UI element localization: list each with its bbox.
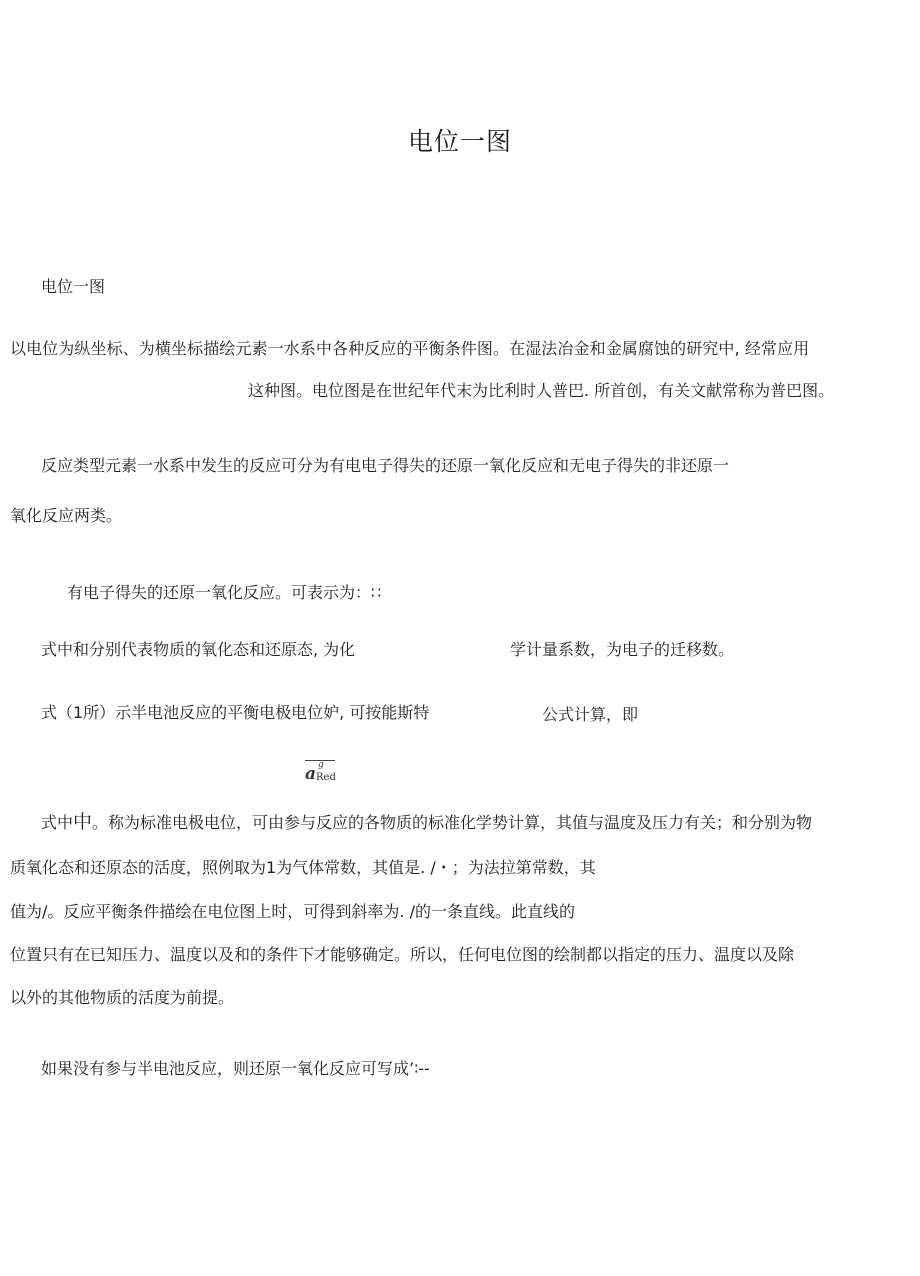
- paragraph-6-line-4: 位置只有在已知压力、温度以及和的条件下才能够确定。所以，任何电位图的绘制都以指定的压力、温度以及除: [10, 945, 795, 964]
- paragraph-6-line-2: 质氧化态和还原态的活度，照例取为1为气体常数，其值是. /・；为法拉第常数，其: [10, 858, 596, 877]
- paragraph-2-line-2: 氧化反应两类。: [10, 506, 123, 525]
- paragraph-4-left: 式中和分别代表物质的氧化态和还原态, 为化: [41, 640, 356, 659]
- paragraph-5-left: 式（1所）示半电池反应的平衡电极电位妒, 可按能斯特: [41, 703, 430, 722]
- paragraph-1-line-1: 以电位为纵坐标、为横坐标描绘元素一水系中各种反应的平衡条件图。在湿法冶金和金属腐蚀的研究中, 经常应用: [10, 339, 810, 358]
- formula-activity-symbol: a: [305, 764, 317, 784]
- paragraph-5-right: 公式计算，即: [542, 705, 639, 724]
- section-heading: 电位一图: [41, 277, 106, 296]
- formula-superscript: g: [318, 760, 324, 770]
- paragraph-6-prefix: 式中: [41, 813, 74, 832]
- paragraph-6-line-1: [41, 811, 812, 834]
- paragraph-6-symbol: 中: [73, 811, 93, 833]
- paragraph-4-right: 学计量系数，为电子的迁移数。: [510, 640, 735, 659]
- paragraph-7-line-1: 如果没有参与半电池反应，则还原一氧化反应可写成’∶--: [41, 1059, 430, 1078]
- paragraph-6-line-5: 以外的其他物质的活度为前提。: [10, 988, 235, 1007]
- paragraph-3-line-1: 有电子得失的还原一氧化反应。可表示为：∷: [67, 583, 382, 602]
- activity-formula: [303, 758, 337, 788]
- paragraph-6-line-1-rest: 。称为标准电极电位，可由参与反应的各物质的标准化学势计算，其值与温度及压力有关；和分别为物: [92, 813, 813, 832]
- paragraph-2-line-1: 反应类型元素一水系中发生的反应可分为有电电子得失的还原一氧化反应和无电子得失的非还原一: [41, 456, 730, 475]
- document-title: 电位一图: [407, 127, 512, 156]
- formula-subscript: Red: [316, 772, 336, 783]
- paragraph-6-line-3: 值为/。反应平衡条件描绘在电位图上时，可得到斜率为. /的一条直线。此直线的: [10, 902, 575, 921]
- paragraph-1-line-2: 这种图。电位图是在世纪年代末为比利时人普巴. 所首创，有关文献常称为普巴图。: [248, 381, 835, 400]
